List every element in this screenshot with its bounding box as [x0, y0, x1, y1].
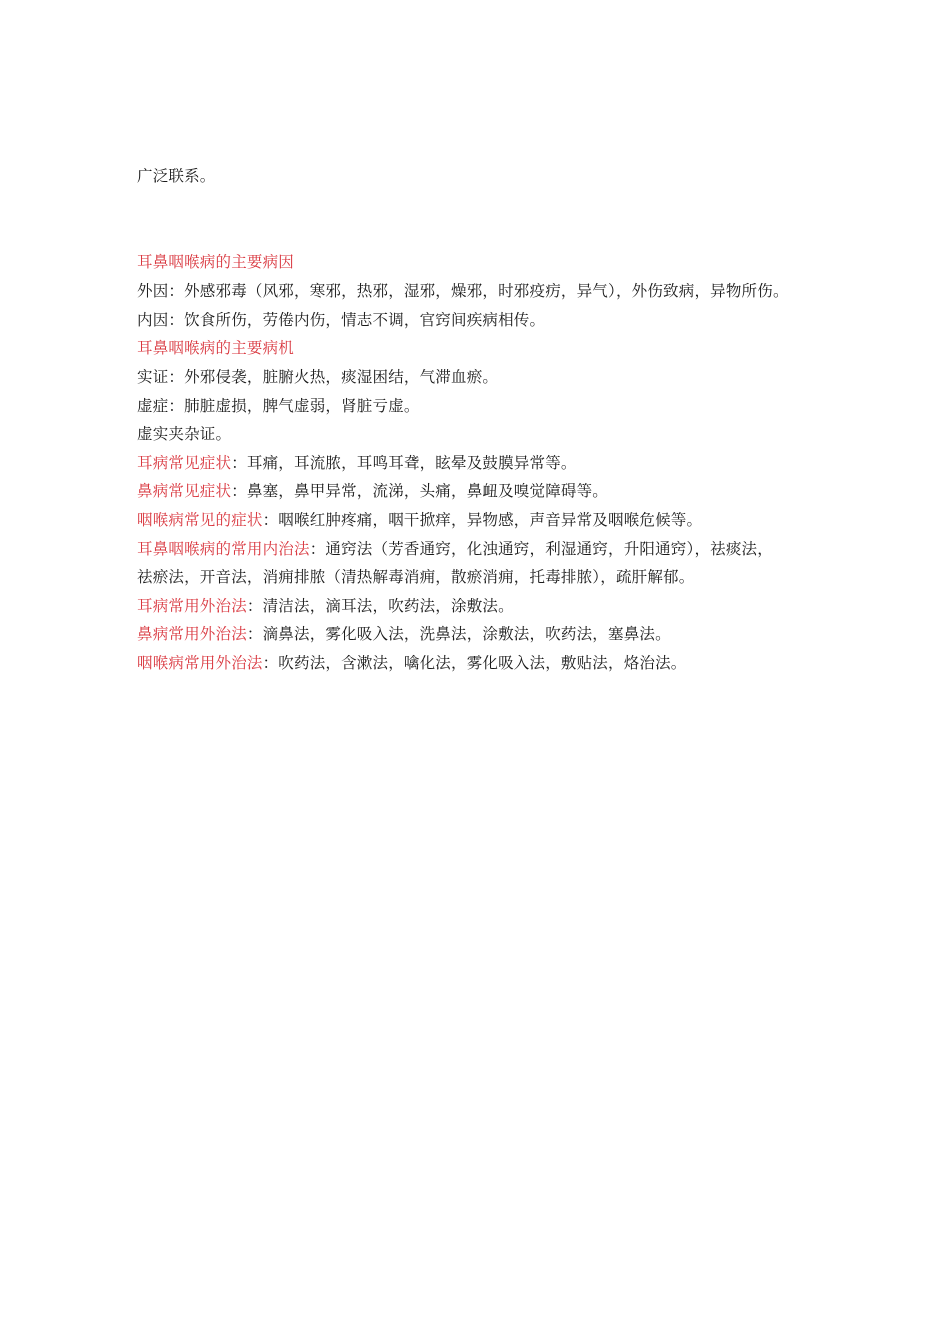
nose-external-treatment-text: ：滴鼻法，雾化吸入法，洗鼻法，涂敷法，吹药法，塞鼻法。 [246, 625, 671, 643]
ear-symptoms-line [137, 453, 577, 473]
ear-symptoms-label: 耳病常见症状 [137, 454, 232, 472]
excess-pattern-line: 实证：外邪侵袭，脏腑火热，痰湿困结，气滞血瘀。 [137, 368, 499, 386]
nose-symptoms-label: 鼻病常见症状 [137, 482, 232, 500]
ear-symptoms-text: ：耳痛，耳流脓，耳鸣耳聋，眩晕及鼓膜异常等。 [231, 454, 577, 472]
nose-external-treatment-label: 鼻病常用外治法 [137, 625, 247, 643]
throat-external-treatment-text: ：吹药法，含漱法，噙化法，雾化吸入法，敷贴法，烙治法。 [262, 654, 687, 672]
ear-external-treatment-label: 耳病常用外治法 [137, 597, 247, 615]
mixed-pattern-line: 虚实夹杂证。 [137, 425, 232, 443]
heading-main-causes: 耳鼻咽喉病的主要病因 [137, 253, 295, 271]
intro-line: 广泛联系。 [137, 167, 216, 185]
internal-treatment-text-1: ：通窍法（芳香通窍，化浊通窍，利湿通窍，升阳通窍），祛痰法， [309, 540, 773, 558]
internal-treatment-line-2: 祛瘀法，开音法，消痈排脓（清热解毒消痈，散瘀消痈，托毒排脓），疏肝解郁。 [137, 568, 695, 586]
throat-symptoms-text: ：咽喉红肿疼痛，咽干掀痒，异物感，声音异常及咽喉危候等。 [262, 511, 703, 529]
throat-symptoms-label: 咽喉病常见的症状 [137, 511, 263, 529]
ear-external-treatment-line [137, 596, 514, 616]
nose-symptoms-text: ：鼻塞，鼻甲异常，流涕，头痛，鼻衄及嗅觉障碍等。 [231, 482, 609, 500]
nose-symptoms-line [137, 481, 608, 501]
heading-main-pathogenesis: 耳鼻咽喉病的主要病机 [137, 339, 295, 357]
internal-causes-line: 内因：饮食所伤，劳倦内伤，情志不调，官窍间疾病相传。 [137, 311, 546, 329]
internal-treatment-label: 耳鼻咽喉病的常用内治法 [137, 540, 310, 558]
throat-symptoms-line [137, 510, 702, 530]
deficiency-pattern-line: 虚症：肺脏虚损，脾气虚弱，肾脏亏虚。 [137, 397, 420, 415]
throat-external-treatment-line [137, 653, 687, 673]
internal-treatment-line-1 [137, 539, 773, 559]
ear-external-treatment-text: ：清洁法，滴耳法，吹药法，涂敷法。 [246, 597, 514, 615]
nose-external-treatment-line [137, 624, 671, 644]
throat-external-treatment-label: 咽喉病常用外治法 [137, 654, 263, 672]
external-causes-line: 外因：外感邪毒（风邪，寒邪，热邪，湿邪，燥邪，时邪疫疠，异气），外伤致病，异物所伤。 [137, 282, 789, 300]
